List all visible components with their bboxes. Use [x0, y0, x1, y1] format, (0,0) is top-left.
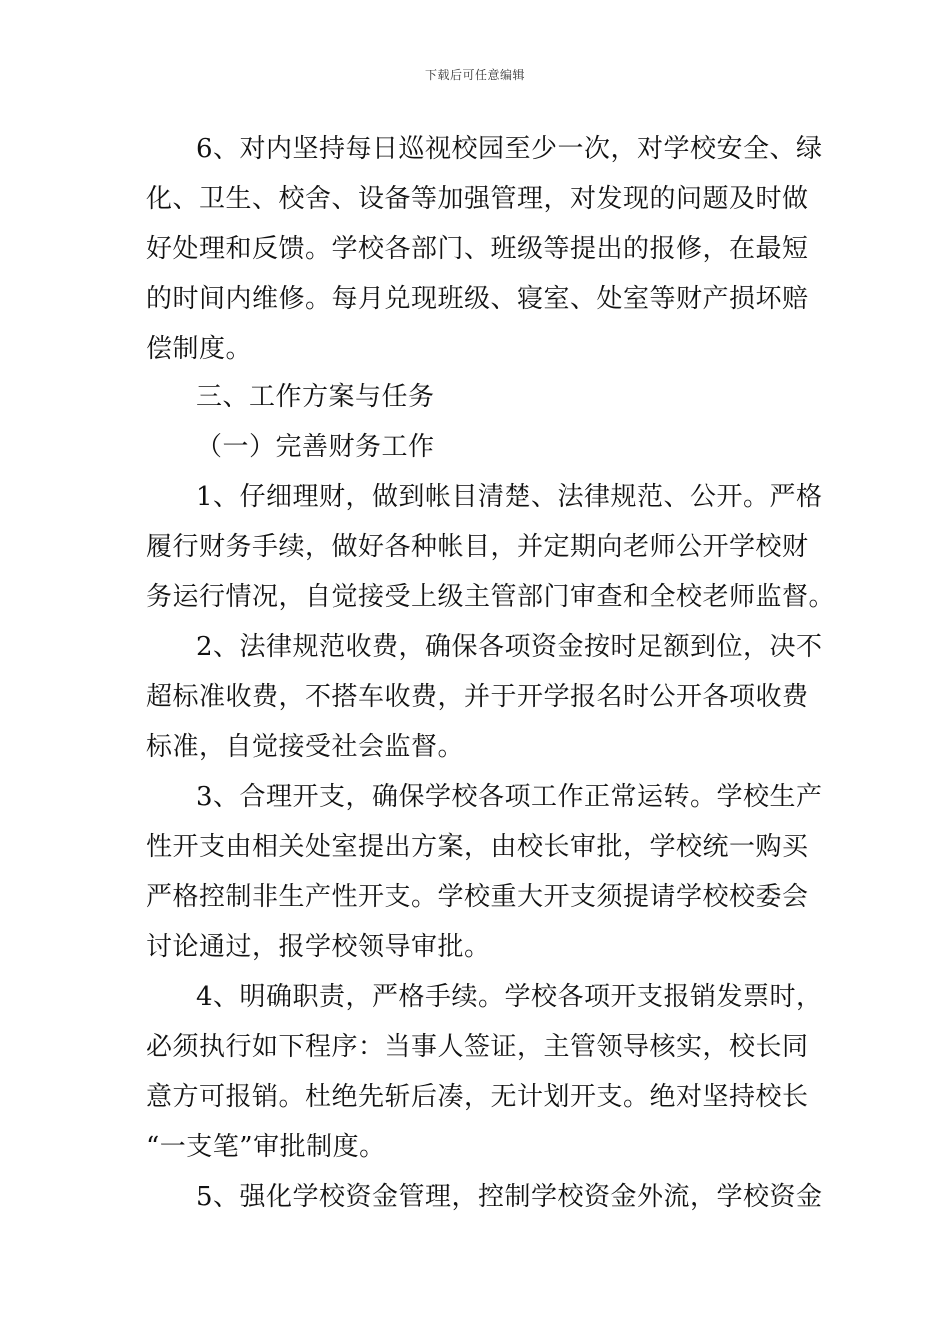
paragraph-6-line-2: 化、卫生、校舍、设备等加强管理，对发现的问题及时做: [146, 184, 809, 214]
item-3-line-2: 性开支由相关处室提出方案，由校长审批，学校统一购买: [146, 832, 809, 862]
item-4-line-1: 4、明确职责，严格手续。学校各项开支报销发票时，: [196, 982, 823, 1012]
item-3-line-3: 严格控制非生产性开支。学校重大开支须提请学校校委会: [146, 882, 809, 912]
item-1-line-2: 履行财务手续，做好各种帐目，并定期向老师公开学校财: [146, 532, 809, 562]
subsection-heading-1: （一）完善财务工作: [196, 432, 435, 462]
item-2-line-2: 超标准收费，不搭车收费，并于开学报名时公开各项收费: [146, 682, 809, 712]
item-4-line-4: “一支笔”审批制度。: [146, 1132, 386, 1162]
item-4-line-2: 必须执行如下程序：当事人签证，主管领导核实，校长同: [146, 1032, 809, 1062]
item-3-line-4: 讨论通过，报学校领导审批。: [146, 932, 491, 962]
section-heading-3: 三、工作方案与任务: [196, 382, 435, 412]
paragraph-6-line-5: 偿制度。: [146, 334, 253, 364]
item-5-line-1: 5、强化学校资金管理，控制学校资金外流，学校资金: [196, 1182, 823, 1212]
item-3-line-1: 3、合理开支，确保学校各项工作正常运转。学校生产: [196, 782, 823, 812]
item-2-line-1: 2、法律规范收费，确保各项资金按时足额到位，决不: [196, 632, 823, 662]
item-1-line-1: 1、仔细理财，做到帐目清楚、法律规范、公开。严格: [196, 482, 823, 512]
paragraph-6-line-3: 好处理和反馈。学校各部门、班级等提出的报修，在最短: [146, 234, 809, 264]
item-2-line-3: 标准，自觉接受社会监督。: [146, 732, 465, 762]
item-4-line-3: 意方可报销。杜绝先斩后凑，无计划开支。绝对坚持校长: [146, 1082, 809, 1112]
page-header-note: 下载后可任意编辑: [424, 68, 525, 82]
paragraph-6-line-4: 的时间内维修。每月兑现班级、寝室、处室等财产损坏赔: [146, 284, 809, 314]
paragraph-6-line-1: 6、对内坚持每日巡视校园至少一次，对学校安全、绿: [196, 134, 823, 164]
item-1-line-3: 务运行情况，自觉接受上级主管部门审查和全校老师监督。: [146, 582, 836, 612]
